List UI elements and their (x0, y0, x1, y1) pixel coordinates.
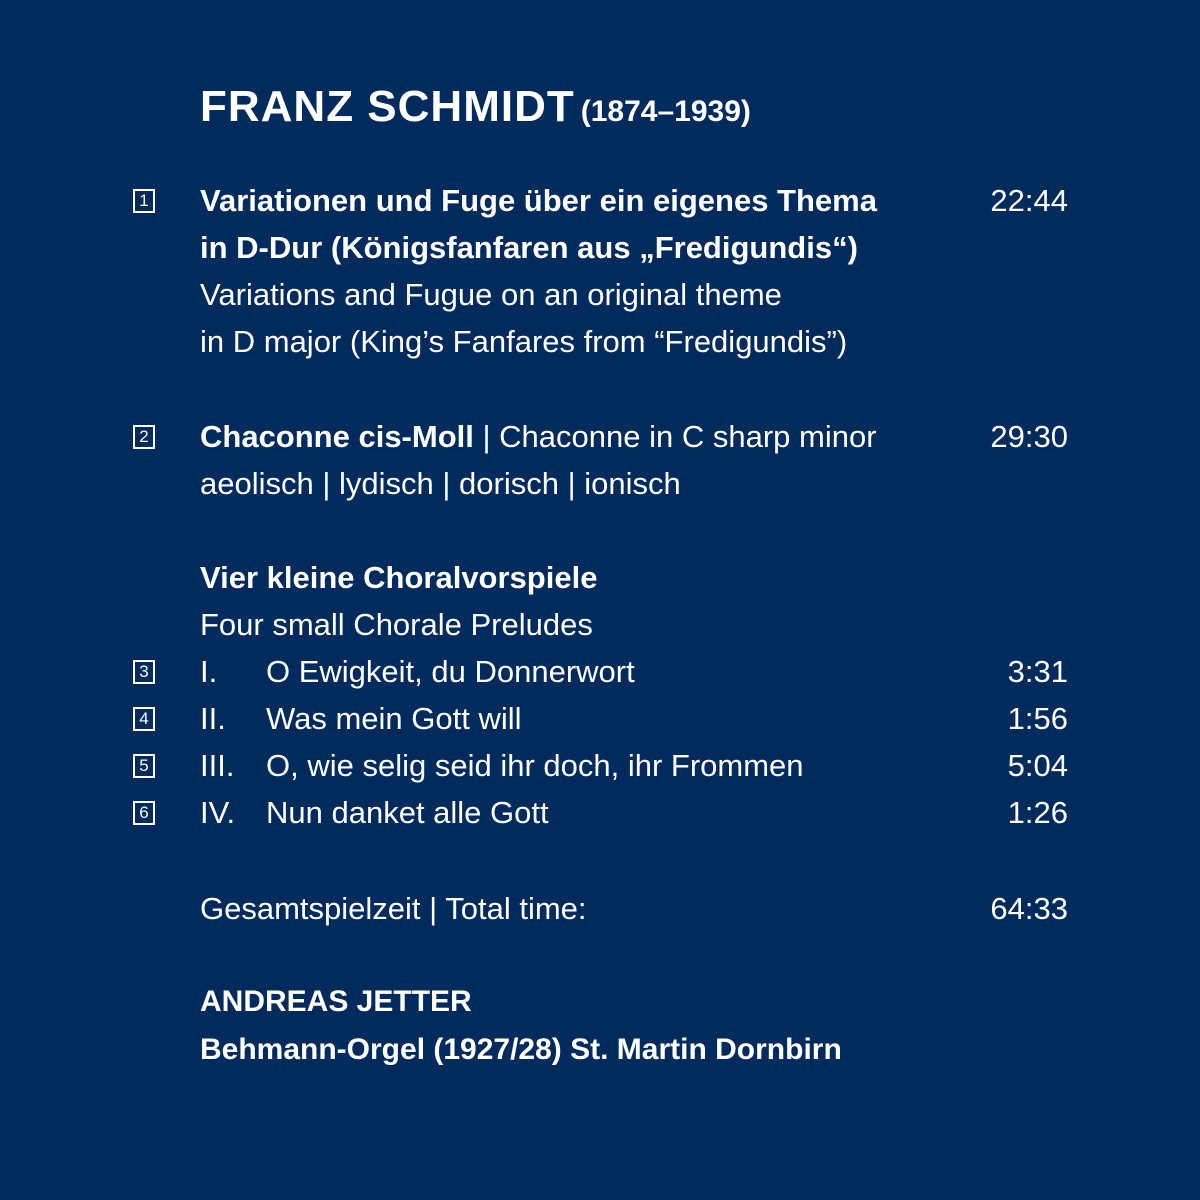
track-2-title-en: | Chaconne in C sharp minor (473, 419, 877, 454)
chorale-duration-4: 1:26 (1007, 795, 1068, 830)
track-number-1: 1 (133, 189, 155, 213)
performer-name: ANDREAS JETTER (200, 985, 472, 1018)
track-number-6: 6 (133, 801, 155, 825)
composer-heading (200, 82, 751, 132)
total-time-label: Gesamtspielzeit | Total time: (200, 891, 587, 926)
chorale-title-en: Four small Chorale Preludes (200, 607, 593, 642)
track-1-title-de-line1: Variationen und Fuge über ein eigenes Thema (200, 183, 877, 218)
performer-instrument: Behmann-Orgel (1927/28) St. Martin Dornbirn (200, 1033, 842, 1066)
track-2-title (200, 413, 877, 460)
chorale-title-1: O Ewigkeit, du Donnerwort (266, 654, 635, 689)
track-1-title-en-line2: in D major (King’s Fanfares from “Fredigundis”) (200, 324, 848, 359)
track-2-duration: 29:30 (990, 419, 1068, 454)
total-time-value: 64:33 (990, 891, 1068, 926)
composer-name: FRANZ SCHMIDT (200, 82, 575, 131)
chorale-title-3: O, wie selig seid ihr doch, ihr Frommen (266, 748, 804, 783)
track-2-title-de: Chaconne cis-Moll (200, 419, 474, 454)
chorale-roman-4: IV. (200, 795, 236, 830)
track-number-3: 3 (133, 660, 155, 684)
track-number-2: 2 (133, 425, 155, 449)
chorale-title-de: Vier kleine Choralvorspiele (200, 560, 598, 595)
track-number-4: 4 (133, 707, 155, 731)
chorale-roman-1: I. (200, 654, 218, 689)
chorale-title-4: Nun danket alle Gott (266, 795, 549, 830)
composer-years: (1874–1939) (580, 95, 751, 128)
track-number-5: 5 (133, 754, 155, 778)
chorale-roman-3: III. (200, 748, 235, 783)
chorale-roman-2: II. (200, 701, 226, 736)
chorale-duration-2: 1:56 (1007, 701, 1068, 736)
track-1-duration: 22:44 (990, 183, 1068, 218)
track-2-modes: aeolisch | lydisch | dorisch | ionisch (200, 466, 681, 501)
track-1-title-de-line2: in D-Dur (Königsfanfaren aus „Fredigundis“) (200, 230, 858, 265)
chorale-duration-1: 3:31 (1007, 654, 1068, 689)
chorale-duration-3: 5:04 (1007, 748, 1068, 783)
chorale-title-2: Was mein Gott will (266, 701, 522, 736)
track-1-title-en-line1: Variations and Fugue on an original theme (200, 277, 782, 312)
